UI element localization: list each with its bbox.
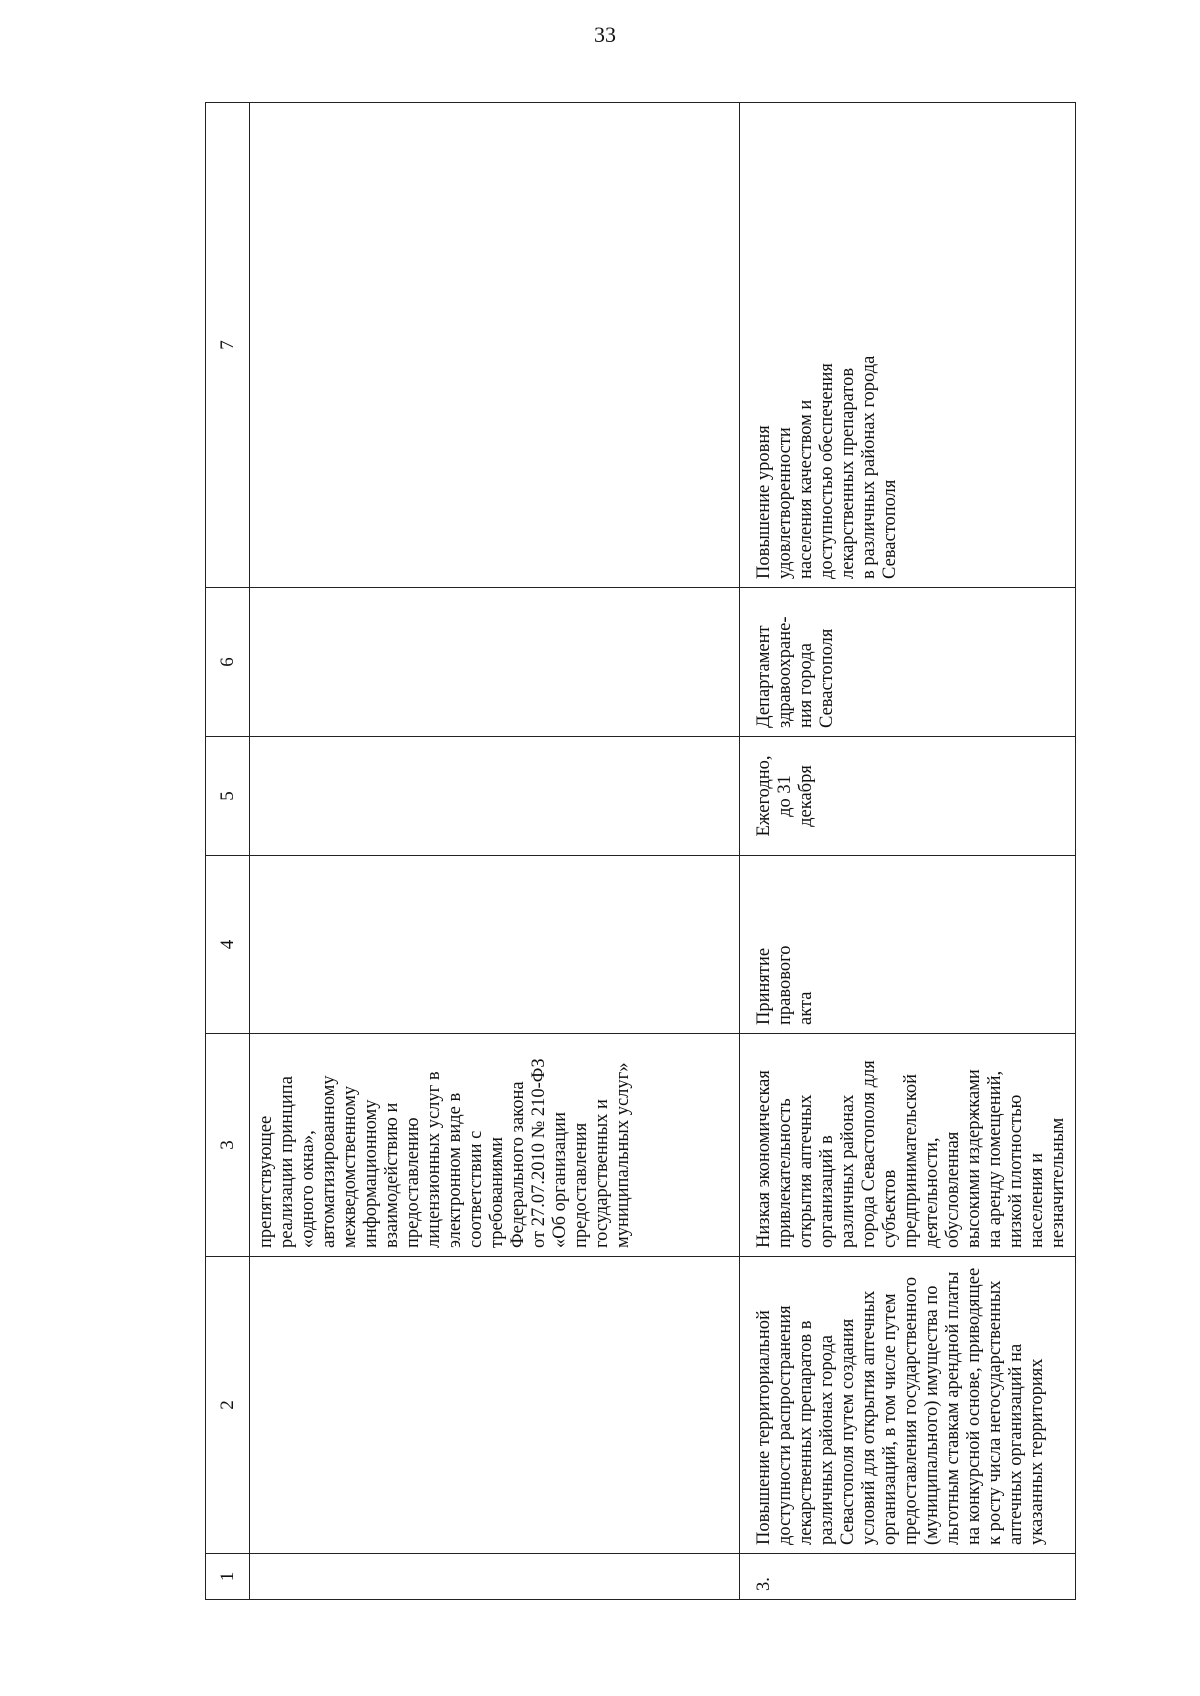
reason-cell: препятствующее реализации принципа «одного окна», автоматизированному межведомственному информационному взаимодействию и предоставлению лицензионных услуг в электронном виде в соответствии с требованиями Федерального закона от 27.07.2010 № 210-ФЗ «Об организации предоставления государственных и муниципальных услуг» [250,1034,740,1257]
measure-cell: Повышение территориальной доступности распространения лекарственных препаратов в различных районах города Севастополя путем создания условий для открытия аптечных организаций, в том числе путем предоставления государственного (муниципального) имущества по льготным ставкам арендной платы на конкурсной основе, приводящее к росту числа негосударственных аптечных организаций на указанных территориях [740,1257,1076,1554]
rotated-table-container [205,103,1068,1600]
effect-cell: Повышение уровня удовлетворенности населения качеством и доступностью обеспечения лекарственных препаратов в различных районах города Севастополя [740,103,1076,588]
executor-cell [250,588,740,737]
page-number: 33 [594,22,616,47]
header-cell: 2 [206,1257,250,1554]
measures-table [205,102,1076,1600]
deadline-cell: Ежегодно, до 31 декабря [740,737,1076,856]
reason-cell: Низкая экономическая привлекательность открытия аптечных организаций в различных районах города Севастополя для субъектов предпринимательской деятельности, обусловленная высокими издержками на аренду помещений, низкой плотностью населения и незначительным [740,1034,1076,1257]
header-cell: 7 [206,103,250,588]
executor-cell: Департамент здравоохране- ния города Севастополя [740,588,1076,737]
effect-cell [250,103,740,588]
deadline-cell [250,737,740,856]
row-number-cell [250,1554,740,1600]
result-cell [250,856,740,1034]
table-header-row [206,103,250,1600]
header-cell: 4 [206,856,250,1034]
table-row [740,103,1076,1600]
header-cell: 5 [206,737,250,856]
result-cell: Принятие правового акта [740,856,1076,1034]
header-cell: 3 [206,1034,250,1257]
row-number-cell: 3. [740,1554,1076,1600]
table-row [250,103,740,1600]
header-cell: 1 [206,1554,250,1600]
header-cell: 6 [206,588,250,737]
measure-cell [250,1257,740,1554]
